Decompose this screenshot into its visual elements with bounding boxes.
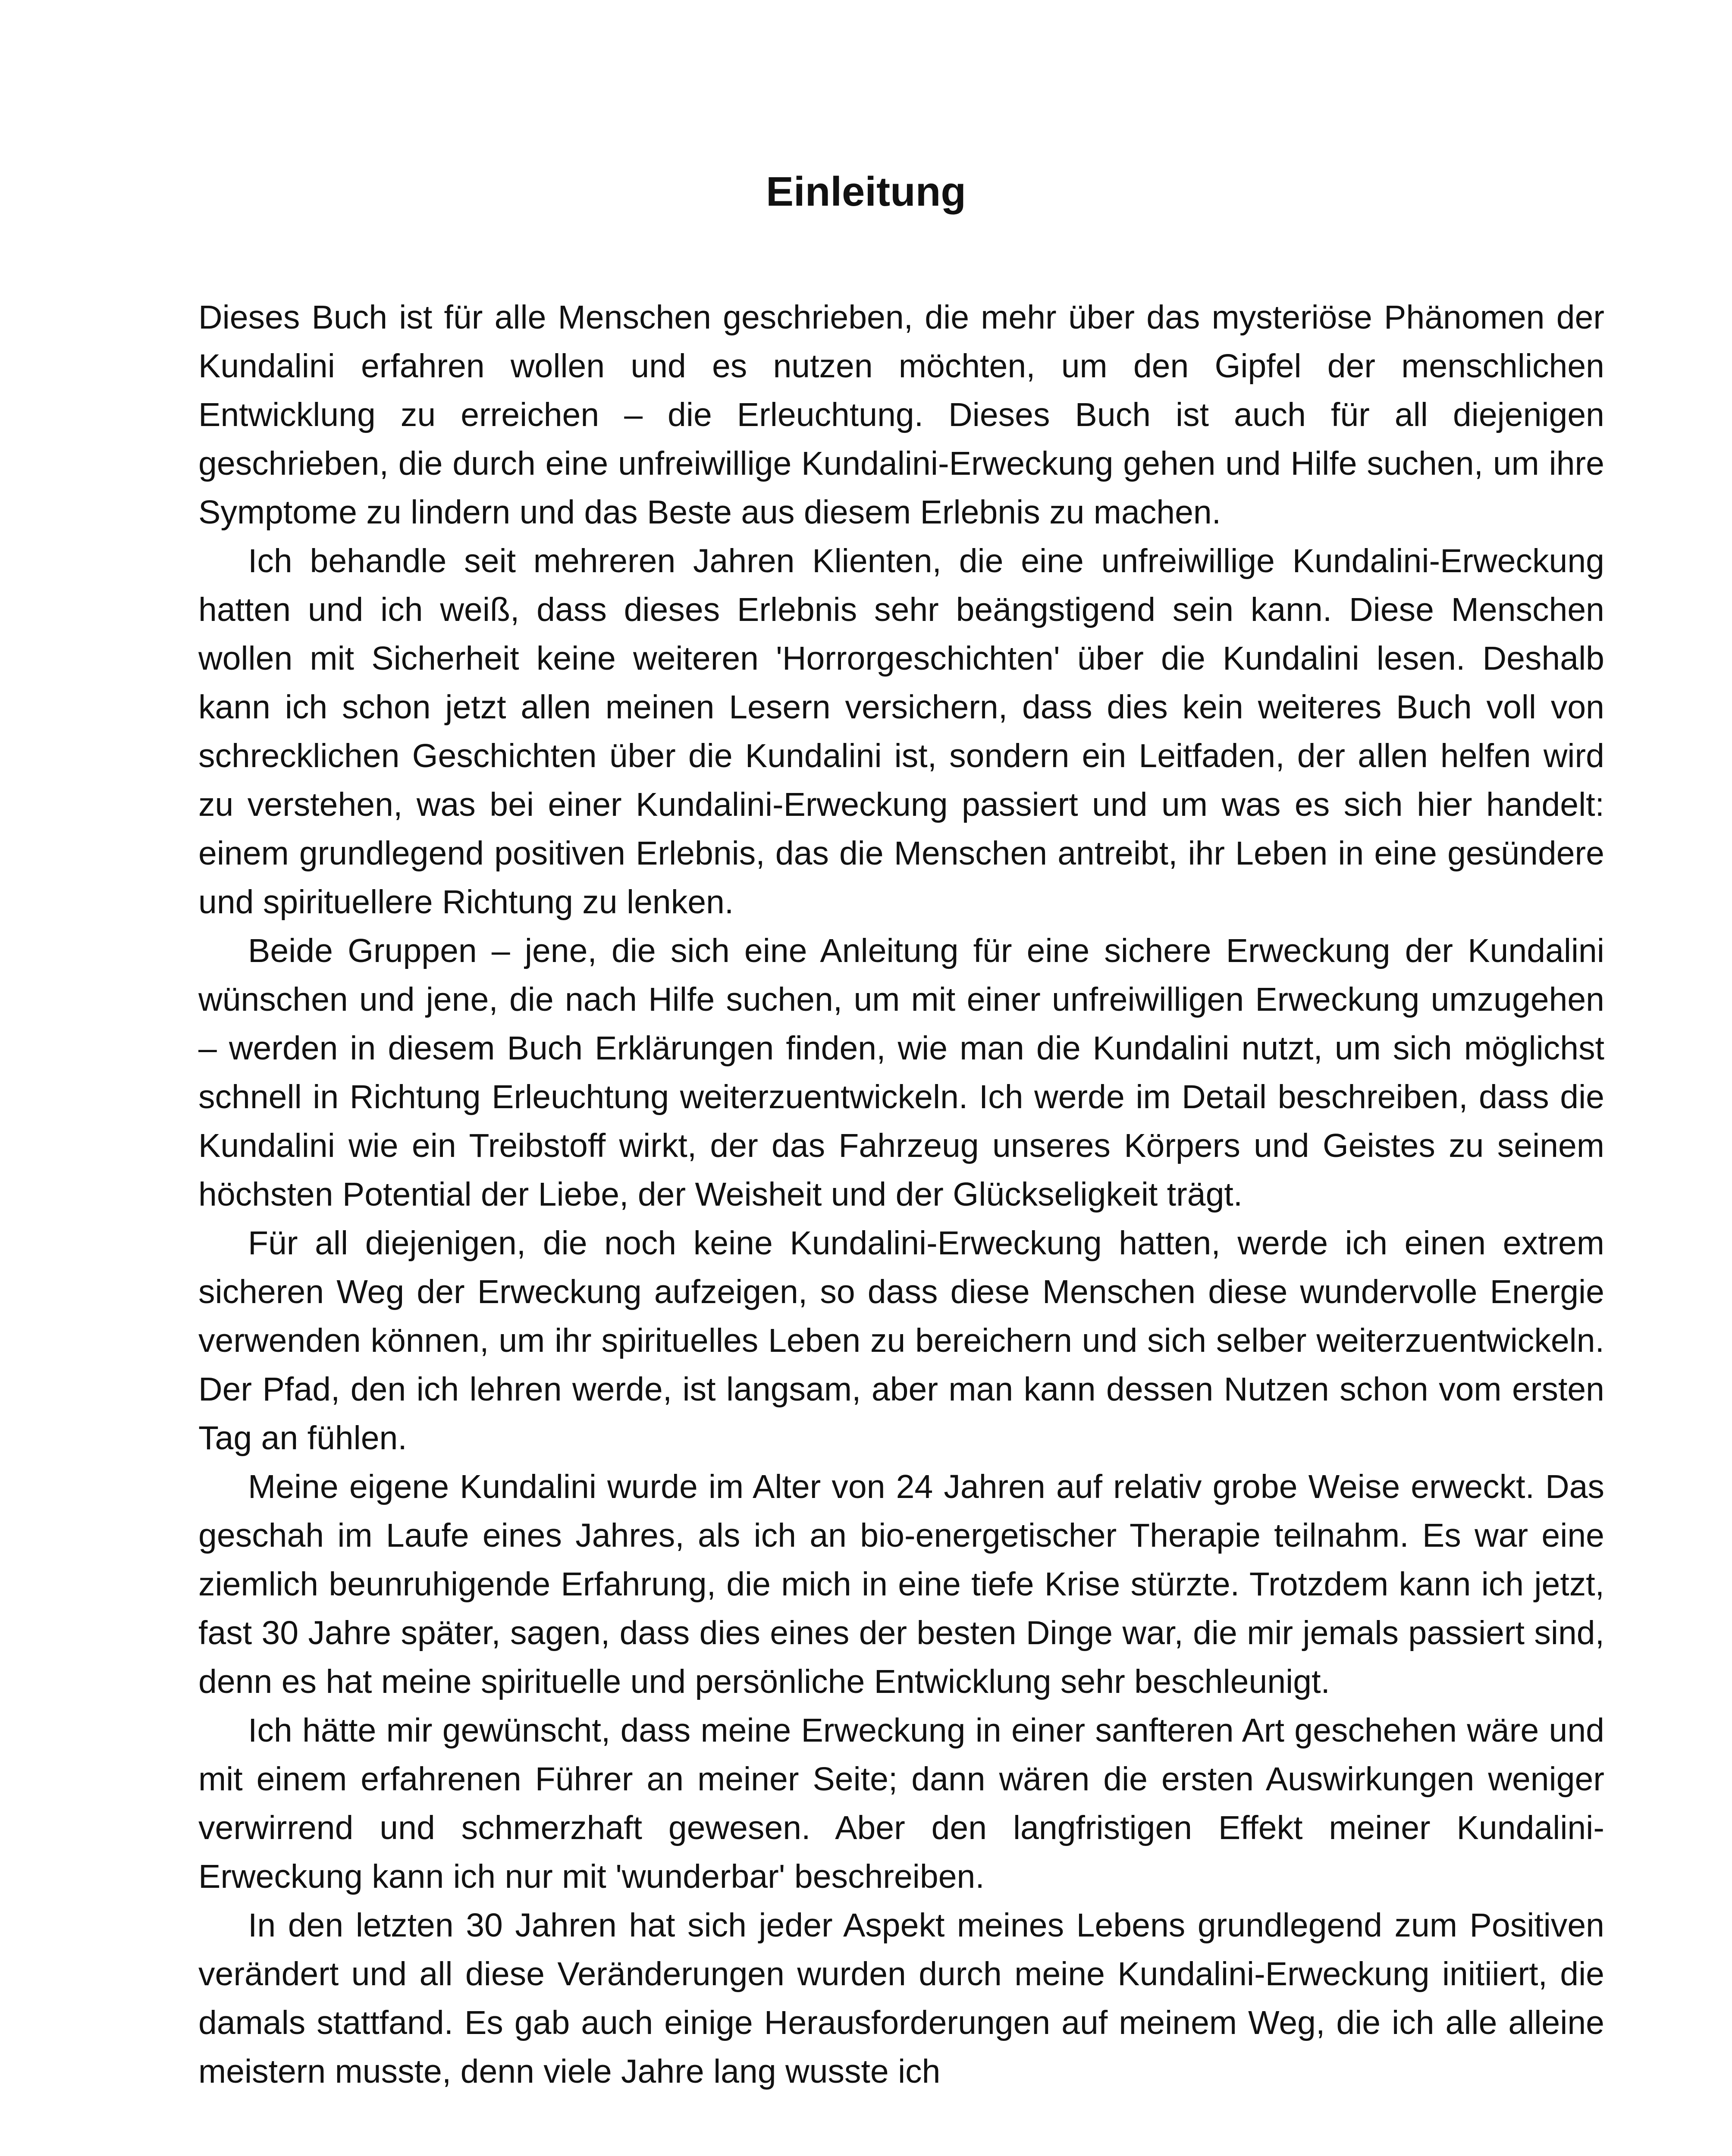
paragraph: Beide Gruppen – jene, die sich eine Anleitung für eine sichere Erweckung der Kundalini wünschen und jene, die nach Hilfe suchen, um mit einer unfreiwilligen Erweckung umzugehen – werden in diesem Buch Erklärungen finden, wie man die Kundalini nutzt, um sich möglichst schnell in Richtung Erleuchtung weiterzuentwickeln. Ich werde im Detail beschreiben, dass die Kundalini wie ein Treibstoff wirkt, der das Fahrzeug unseres Körpers und Geistes zu seinem höchsten Potential der Liebe, der Weisheit und der Glückseligkeit trägt. (198, 932, 1604, 1213)
paragraph: Ich hätte mir gewünscht, dass meine Erweckung in einer sanfteren Art geschehen wäre und mit einem erfahrenen Führer an meiner Seite; dann wären die ersten Auswirkungen weniger verwirrend und schmerzhaft gewesen. Aber den langfristigen Effekt meiner Kundalini-Erweckung kann ich nur mit 'wunderbar' beschreiben. (198, 1712, 1604, 1895)
paragraph: Für all diejenigen, die noch keine Kundalini-Erweckung hatten, werde ich einen extrem sicheren Weg der Erweckung aufzeigen, so dass diese Menschen diese wundervolle Energie verwenden können, um ihr spirituelles Leben zu bereichern und sich selber weiterzuentwickeln. Der Pfad, den ich lehren werde, ist langsam, aber man kann dessen Nutzen schon vom ersten Tag an fühlen. (198, 1225, 1604, 1457)
body-text (198, 293, 1604, 2096)
page-title: Einleitung (766, 169, 966, 215)
paragraph: In den letzten 30 Jahren hat sich jeder Aspekt meines Lebens grundlegend zum Positiven verändert und all diese Veränderungen wurden durch meine Kundalini-Erweckung initiiert, die damals stattfand. Es gab auch einige Herausforderungen auf meinem Weg, die ich alle alleine meistern musste, denn viele Jahre lang wusste ich (198, 1907, 1604, 2090)
paragraph: Dieses Buch ist für alle Menschen geschrieben, die mehr über das mysteriöse Phänomen der Kundalini erfahren wollen und es nutzen möchten, um den Gipfel der menschlichen Entwicklung zu erreichen – die Erleuchtung. Dieses Buch ist auch für all diejenigen geschrieben, die durch eine unfreiwillige Kundalini-Erweckung gehen und Hilfe suchen, um ihre Symptome zu lindern und das Beste aus diesem Erlebnis zu machen. (198, 299, 1604, 531)
paragraph: Ich behandle seit mehreren Jahren Klienten, die eine unfreiwillige Kundalini-Erweckung hatten und ich weiß, dass dieses Erlebnis sehr beängstigend sein kann. Diese Menschen wollen mit Sicherheit keine weiteren 'Horrorgeschichten' über die Kundalini lesen. Deshalb kann ich schon jetzt allen meinen Lesern versichern, dass dies kein weiteres Buch voll von schrecklichen Geschichten über die Kundalini ist, sondern ein Leitfaden, der allen helfen wird zu verstehen, was bei einer Kundalini-Erweckung passiert und um was es sich hier handelt: einem grundlegend positiven Erlebnis, das die Menschen antreibt, ihr Leben in eine gesündere und spirituellere Richtung zu lenken. (198, 542, 1604, 921)
paragraph: Meine eigene Kundalini wurde im Alter von 24 Jahren auf relativ grobe Weise erweckt. Das geschah im Laufe eines Jahres, als ich an bio-energetischer Therapie teilnahm. Es war eine ziemlich beunruhigende Erfahrung, die mich in eine tiefe Krise stürzte. Trotzdem kann ich jetzt, fast 30 Jahre später, sagen, dass dies eines der besten Dinge war, die mir jemals passiert sind, denn es hat meine spirituelle und persönliche Entwicklung sehr beschleunigt. (198, 1468, 1604, 1700)
